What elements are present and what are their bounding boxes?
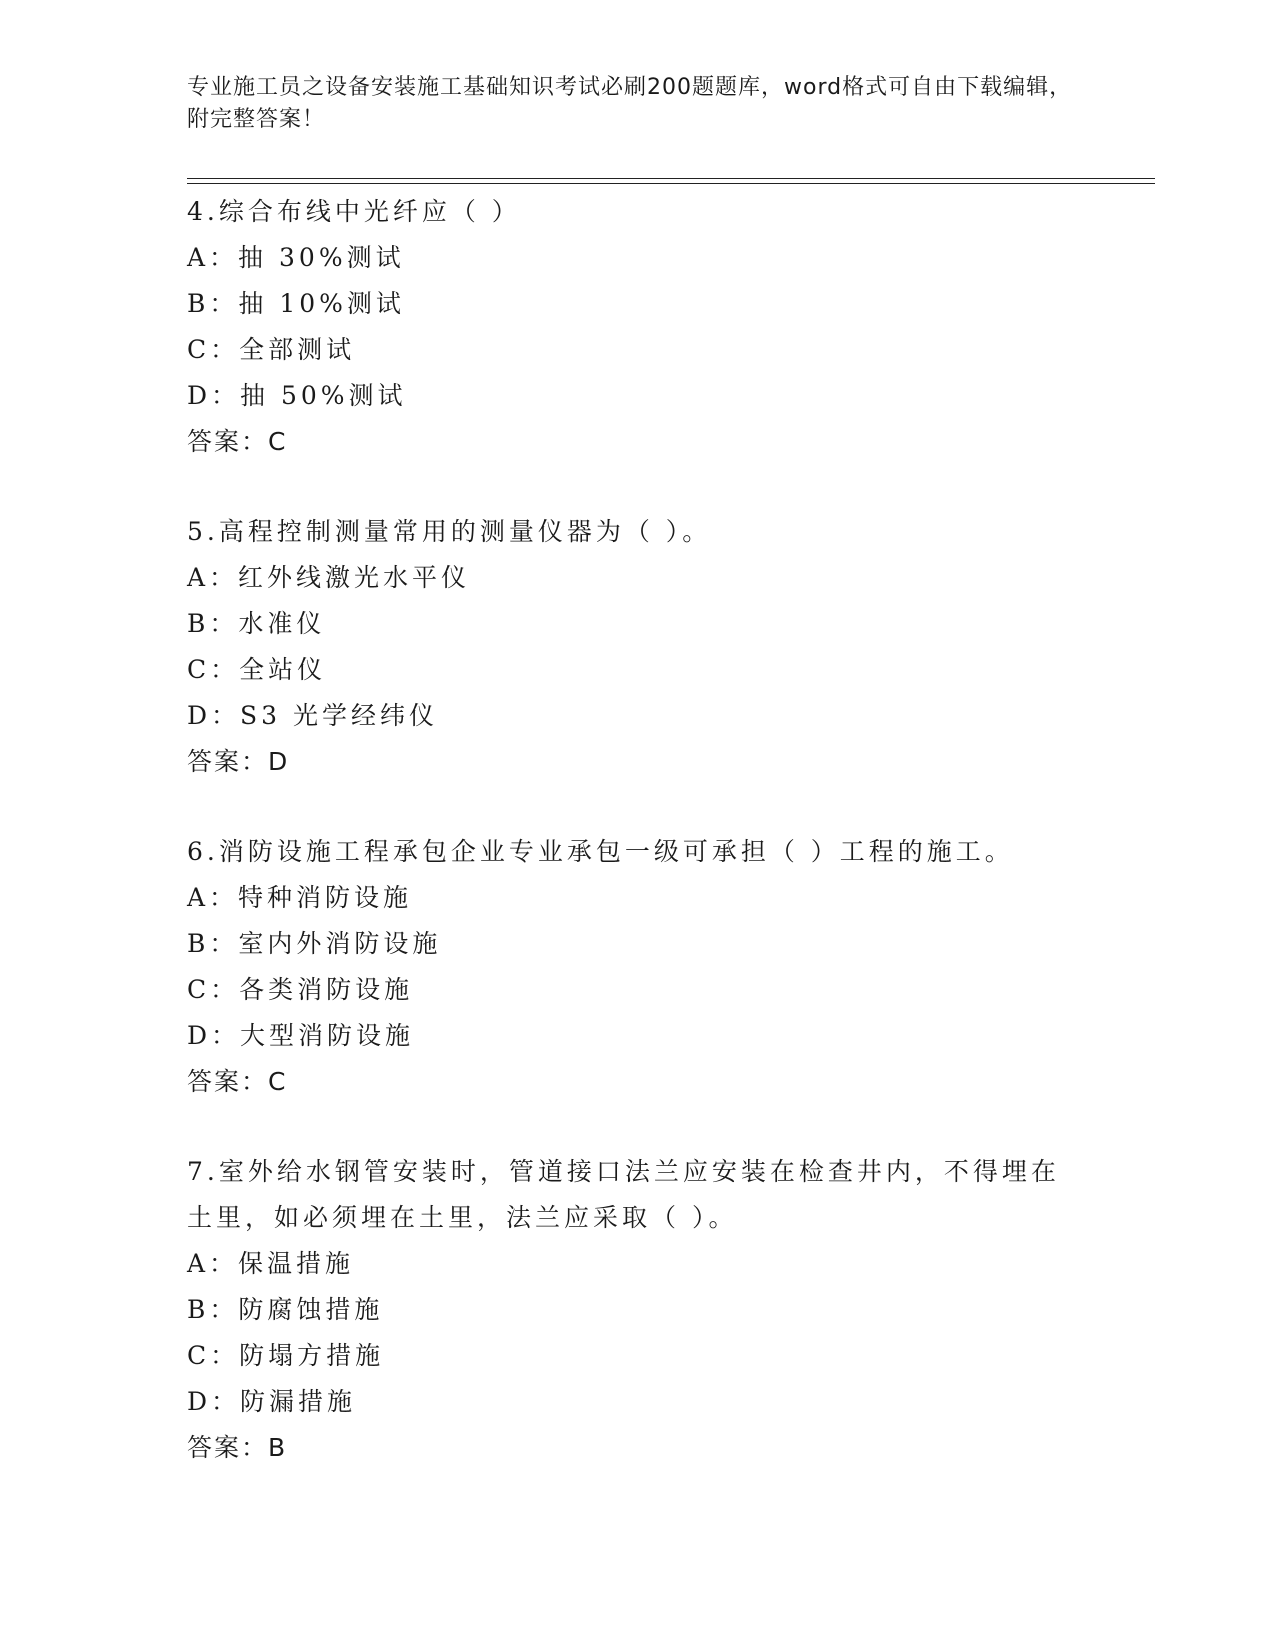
option-b: B：水准仪 [187, 609, 326, 638]
answer-label: 答案：C [187, 1067, 288, 1096]
question-4 [187, 189, 1087, 465]
question-text-line-2: 土里，如必须埋在土里，法兰应采取（ ）。 [187, 1203, 738, 1232]
answer-label: 答案：B [187, 1433, 288, 1462]
option-c: C：防塌方措施 [187, 1341, 385, 1370]
question-5 [187, 509, 1087, 785]
answer-label: 答案：C [187, 427, 288, 456]
option-d: D：大型消防设施 [187, 1021, 415, 1050]
question-text: 5.高程控制测量常用的测量仪器为（ ）。 [187, 517, 712, 546]
header-divider-top [187, 178, 1155, 179]
option-c: C：全站仪 [187, 655, 327, 684]
question-6 [187, 829, 1087, 1105]
answer-label: 答案：D [187, 747, 290, 776]
question-text: 4.综合布线中光纤应（ ） [187, 197, 521, 226]
option-c: C：全部测试 [187, 335, 356, 364]
question-text-line-1: 7.室外给水钢管安装时，管道接口法兰应安装在检查井内，不得埋在 [187, 1157, 1060, 1186]
option-d: D：防漏措施 [187, 1387, 357, 1416]
question-text: 6.消防设施工程承包企业专业承包一级可承担（ ）工程的施工。 [187, 837, 1014, 866]
option-b: B：防腐蚀措施 [187, 1295, 384, 1324]
option-a: A：保温措施 [187, 1249, 355, 1278]
header-divider-bottom [187, 183, 1155, 184]
option-a: A：红外线激光水平仪 [187, 563, 471, 592]
option-a: A：抽 30%测试 [187, 243, 405, 272]
option-a: A：特种消防设施 [187, 883, 413, 912]
option-c: C：各类消防设施 [187, 975, 414, 1004]
option-d: D：抽 50%测试 [187, 381, 407, 410]
question-list [187, 189, 1087, 1515]
option-d: D：S3 光学经纬仪 [187, 701, 439, 730]
document-header: 专业施工员之设备安装施工基础知识考试必刷200题题库，word格式可自由下载编辑，附完整答案！ [187, 75, 1073, 132]
question-7 [187, 1149, 1087, 1471]
option-b: B：抽 10%测试 [187, 289, 405, 318]
option-b: B：室内外消防设施 [187, 929, 442, 958]
